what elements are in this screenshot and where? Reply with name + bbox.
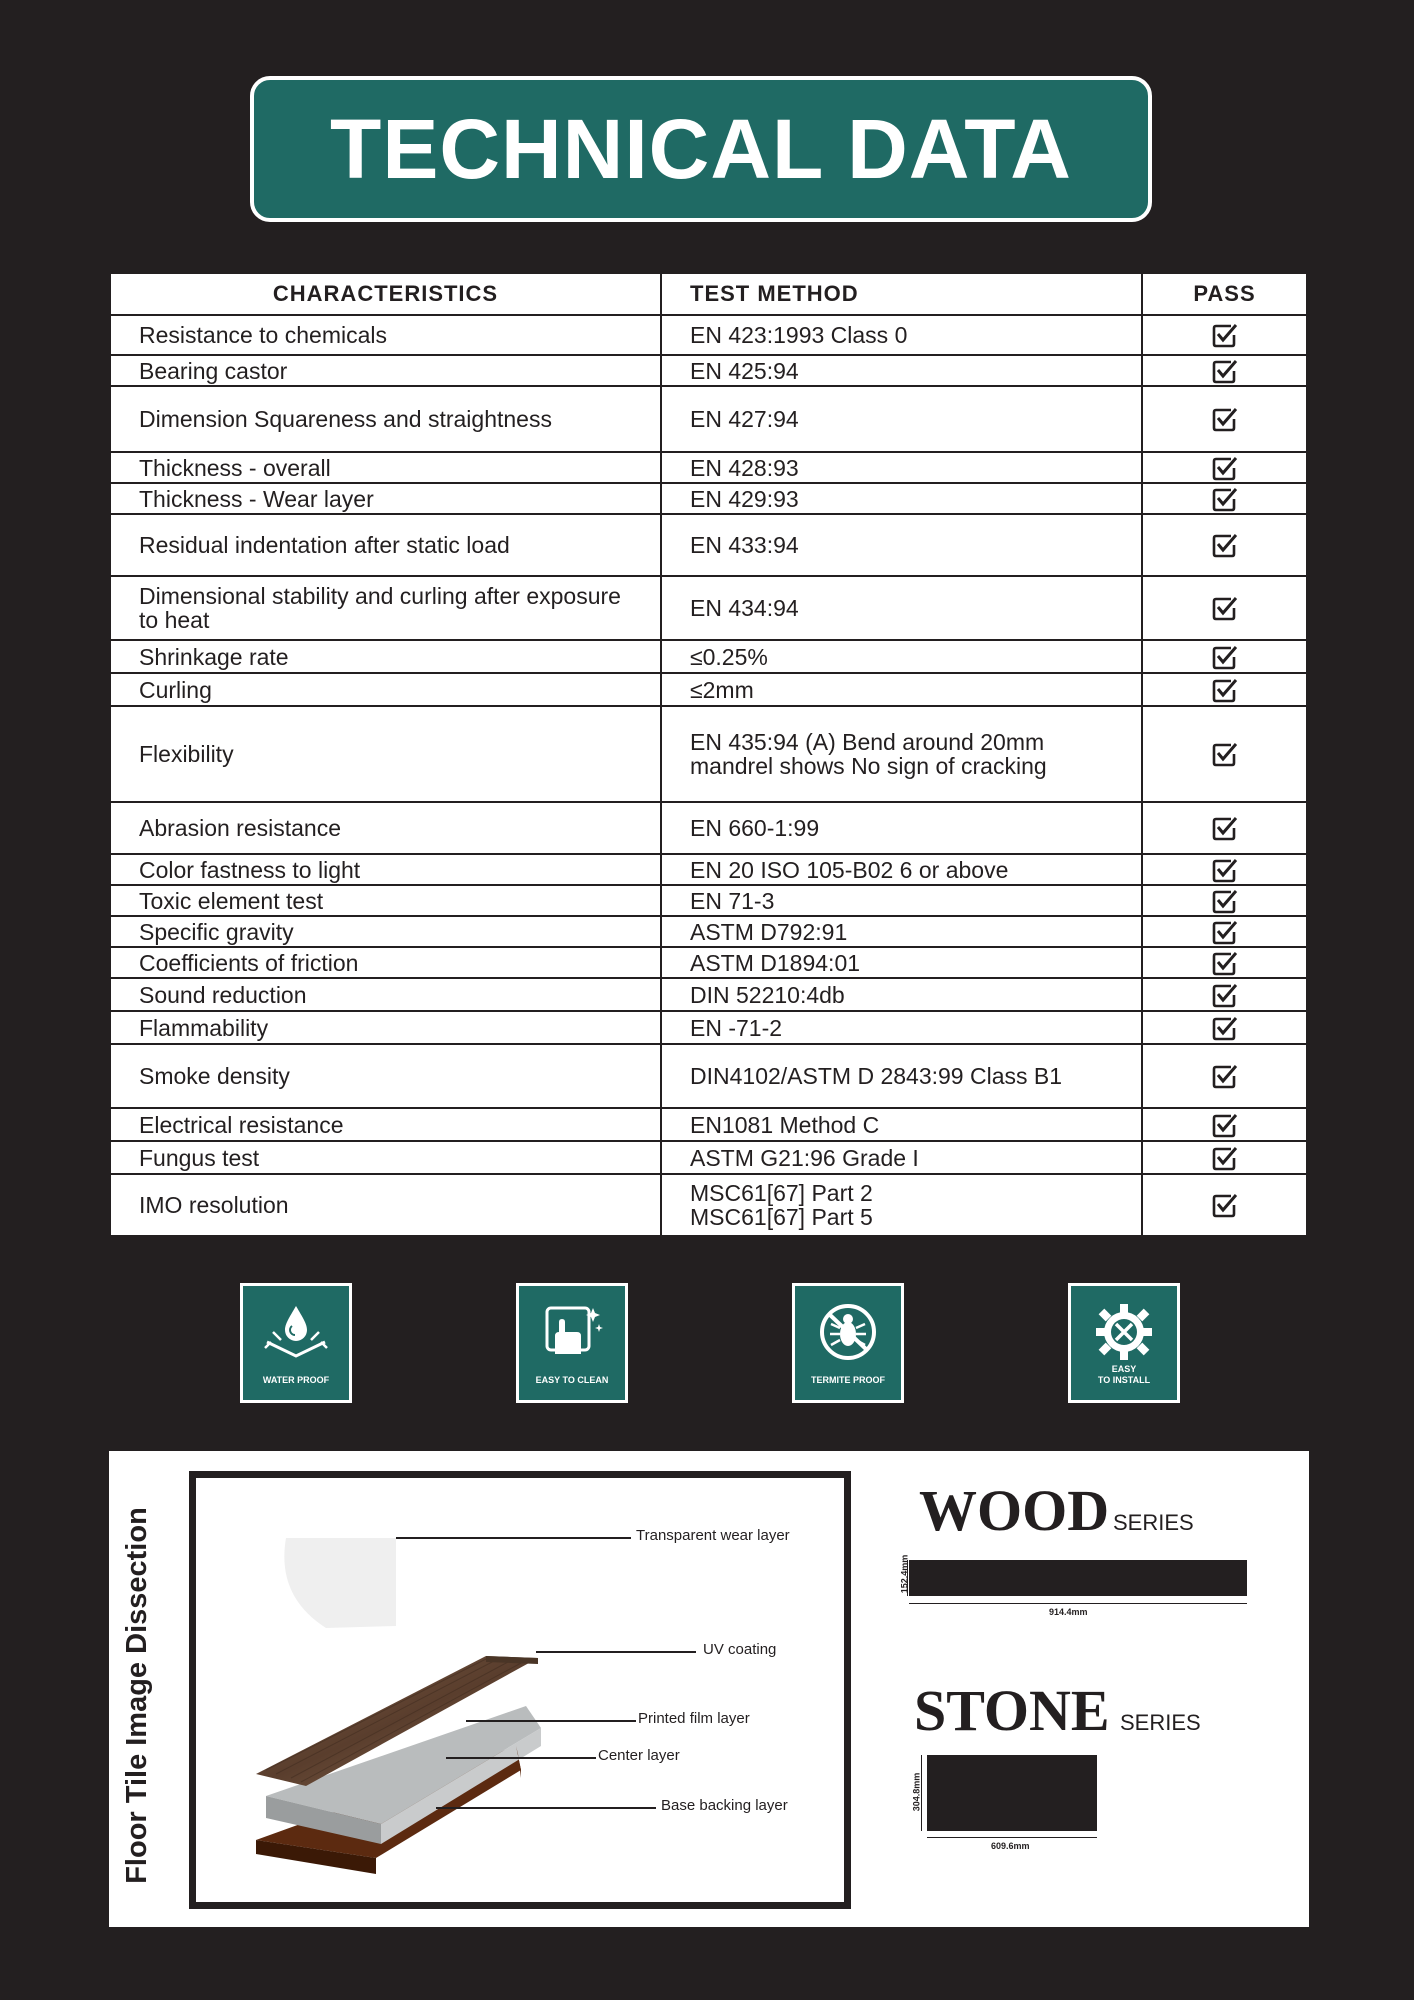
table-row xyxy=(110,916,1307,947)
table-row xyxy=(110,1011,1307,1044)
characteristic-cell: Curling xyxy=(110,673,661,706)
checkbox-checked-icon xyxy=(1212,406,1238,432)
pass-cell xyxy=(1142,355,1307,386)
wood-series-suffix: SERIES xyxy=(1113,1510,1194,1535)
characteristic-cell: Thickness - Wear layer xyxy=(110,483,661,514)
table-row xyxy=(110,315,1307,355)
pass-cell xyxy=(1142,1141,1307,1174)
feature-label: EASY TO CLEAN xyxy=(535,1375,609,1385)
feature-label: WATER PROOF xyxy=(262,1375,330,1385)
table-row xyxy=(110,1174,1307,1236)
test-method-cell: EN -71-2 xyxy=(661,1011,1142,1044)
wood-series-name: WOOD xyxy=(919,1478,1110,1543)
characteristic-cell: Fungus test xyxy=(110,1141,661,1174)
checkbox-checked-icon xyxy=(1212,455,1238,481)
dissection-frame xyxy=(189,1471,851,1909)
table-row xyxy=(110,483,1307,514)
table-row xyxy=(110,355,1307,386)
checkbox-checked-icon xyxy=(1212,741,1238,767)
feature-water-proof xyxy=(240,1283,352,1403)
test-method-cell: ASTM D1894:01 xyxy=(661,947,1142,978)
test-method-cell: MSC61[67] Part 2 MSC61[67] Part 5 xyxy=(661,1174,1142,1236)
characteristic-cell: Thickness - overall xyxy=(110,452,661,483)
layer-label-uv: UV coating xyxy=(703,1641,777,1658)
dissection-title-wrap xyxy=(117,1475,157,1915)
characteristic-cell: Sound reduction xyxy=(110,978,661,1011)
hand-wipe-icon xyxy=(537,1302,607,1362)
dissection-panel xyxy=(109,1451,1309,1927)
layer-label-printed-film: Printed film layer xyxy=(638,1710,750,1727)
table-row xyxy=(110,947,1307,978)
layer-label-wear: Transparent wear layer xyxy=(636,1527,790,1544)
characteristic-cell: Residual indentation after static load xyxy=(110,514,661,576)
title-banner xyxy=(250,76,1152,222)
test-method-cell: EN 423:1993 Class 0 xyxy=(661,315,1142,355)
checkbox-checked-icon xyxy=(1212,1015,1238,1041)
pass-cell xyxy=(1142,576,1307,640)
test-method-cell: EN 428:93 xyxy=(661,452,1142,483)
checkbox-checked-icon xyxy=(1212,1145,1238,1171)
test-method-cell: DIN 52210:4db xyxy=(661,978,1142,1011)
pass-cell xyxy=(1142,1044,1307,1108)
characteristic-cell: Color fastness to light xyxy=(110,854,661,885)
feature-easy-to-clean xyxy=(516,1283,628,1403)
pass-cell xyxy=(1142,514,1307,576)
test-method-cell: EN 434:94 xyxy=(661,576,1142,640)
checkbox-checked-icon xyxy=(1212,595,1238,621)
pass-cell xyxy=(1142,640,1307,673)
feature-easy-to-install xyxy=(1068,1283,1180,1403)
table-row xyxy=(110,640,1307,673)
header-test-method: TEST METHOD xyxy=(661,273,1142,315)
table-row xyxy=(110,978,1307,1011)
table-row xyxy=(110,1044,1307,1108)
pass-cell xyxy=(1142,386,1307,452)
test-method-cell: EN 433:94 xyxy=(661,514,1142,576)
characteristic-cell: IMO resolution xyxy=(110,1174,661,1236)
feature-icons xyxy=(0,1283,1414,1407)
table-header-row xyxy=(110,273,1307,315)
characteristic-cell: Flammability xyxy=(110,1011,661,1044)
checkbox-checked-icon xyxy=(1212,815,1238,841)
checkbox-checked-icon xyxy=(1212,857,1238,883)
characteristic-cell: Dimensional stability and curling after exposure to heat xyxy=(110,576,661,640)
table-row xyxy=(110,706,1307,802)
checkbox-checked-icon xyxy=(1212,358,1238,384)
stone-height-label: 304.8mm xyxy=(911,1772,922,1812)
wood-width-line xyxy=(909,1603,1247,1604)
header-characteristics: CHARACTERISTICS xyxy=(110,273,661,315)
characteristic-cell: Coefficients of friction xyxy=(110,947,661,978)
wood-width-label: 914.4mm xyxy=(1049,1607,1088,1617)
stone-series-suffix: SERIES xyxy=(1120,1710,1201,1735)
characteristic-cell: Flexibility xyxy=(110,706,661,802)
test-method-cell: ≤2mm xyxy=(661,673,1142,706)
test-method-cell: ≤0.25% xyxy=(661,640,1142,673)
table-row xyxy=(110,802,1307,854)
feature-termite-proof xyxy=(792,1283,904,1403)
checkbox-checked-icon xyxy=(1212,982,1238,1008)
checkbox-checked-icon xyxy=(1212,322,1238,348)
test-method-cell: EN 429:93 xyxy=(661,483,1142,514)
stone-width-line xyxy=(927,1837,1097,1838)
checkbox-checked-icon xyxy=(1212,919,1238,945)
technical-data-table xyxy=(109,272,1308,1237)
test-method-cell: ASTM G21:96 Grade I xyxy=(661,1141,1142,1174)
wood-height-label: 152.4mm xyxy=(899,1554,910,1594)
pass-cell xyxy=(1142,916,1307,947)
feature-label: EASY TO INSTALL xyxy=(1097,1364,1151,1385)
checkbox-checked-icon xyxy=(1212,486,1238,512)
test-method-cell: EN 20 ISO 105-B02 6 or above xyxy=(661,854,1142,885)
checkbox-checked-icon xyxy=(1212,677,1238,703)
pass-cell xyxy=(1142,483,1307,514)
characteristic-cell: Abrasion resistance xyxy=(110,802,661,854)
feature-label: TERMITE PROOF xyxy=(811,1375,885,1385)
checkbox-checked-icon xyxy=(1212,950,1238,976)
header-pass: PASS xyxy=(1142,273,1307,315)
pass-cell xyxy=(1142,978,1307,1011)
stone-series-name: STONE xyxy=(914,1678,1110,1743)
layer-label-center: Center layer xyxy=(598,1747,680,1764)
pass-cell xyxy=(1142,1011,1307,1044)
pass-cell xyxy=(1142,854,1307,885)
test-method-cell: EN 660-1:99 xyxy=(661,802,1142,854)
checkbox-checked-icon xyxy=(1212,644,1238,670)
page-title: TECHNICAL DATA xyxy=(330,101,1072,196)
characteristic-cell: Bearing castor xyxy=(110,355,661,386)
stone-width-label: 609.6mm xyxy=(991,1841,1030,1851)
pass-cell xyxy=(1142,947,1307,978)
checkbox-checked-icon xyxy=(1212,888,1238,914)
table-row xyxy=(110,854,1307,885)
table-row xyxy=(110,673,1307,706)
checkbox-checked-icon xyxy=(1212,1112,1238,1138)
layer-label-base-backing: Base backing layer xyxy=(661,1797,788,1814)
pass-cell xyxy=(1142,885,1307,916)
characteristic-cell: Resistance to chemicals xyxy=(110,315,661,355)
test-method-cell: EN 435:94 (A) Bend around 20mm mandrel shows No sign of cracking xyxy=(661,706,1142,802)
test-method-cell: EN 427:94 xyxy=(661,386,1142,452)
no-termite-icon xyxy=(813,1302,883,1362)
pass-cell xyxy=(1142,452,1307,483)
characteristic-cell: Smoke density xyxy=(110,1044,661,1108)
checkbox-checked-icon xyxy=(1212,1063,1238,1089)
pass-cell xyxy=(1142,315,1307,355)
table-row xyxy=(110,1141,1307,1174)
characteristic-cell: Toxic element test xyxy=(110,885,661,916)
characteristic-cell: Specific gravity xyxy=(110,916,661,947)
test-method-cell: EN1081 Method C xyxy=(661,1108,1142,1141)
table-row xyxy=(110,576,1307,640)
pass-cell xyxy=(1142,1174,1307,1236)
checkbox-checked-icon xyxy=(1212,1192,1238,1218)
table-row xyxy=(110,885,1307,916)
table-row xyxy=(110,1108,1307,1141)
gear-tools-icon xyxy=(1089,1302,1159,1362)
table-row xyxy=(110,514,1307,576)
pass-cell xyxy=(1142,802,1307,854)
checkbox-checked-icon xyxy=(1212,532,1238,558)
test-method-cell: DIN4102/ASTM D 2843:99 Class B1 xyxy=(661,1044,1142,1108)
table-row xyxy=(110,452,1307,483)
characteristic-cell: Dimension Squareness and straightness xyxy=(110,386,661,452)
characteristic-cell: Shrinkage rate xyxy=(110,640,661,673)
test-method-cell: ASTM D792:91 xyxy=(661,916,1142,947)
water-drop-icon xyxy=(261,1302,331,1362)
dissection-title: Floor Tile Image Dissection xyxy=(120,1506,153,1884)
test-method-cell: EN 71-3 xyxy=(661,885,1142,916)
wood-plank-swatch xyxy=(909,1560,1247,1596)
table-row xyxy=(110,386,1307,452)
pass-cell xyxy=(1142,1108,1307,1141)
test-method-cell: EN 425:94 xyxy=(661,355,1142,386)
stone-tile-swatch xyxy=(927,1755,1097,1831)
pass-cell xyxy=(1142,673,1307,706)
pass-cell xyxy=(1142,706,1307,802)
characteristic-cell: Electrical resistance xyxy=(110,1108,661,1141)
